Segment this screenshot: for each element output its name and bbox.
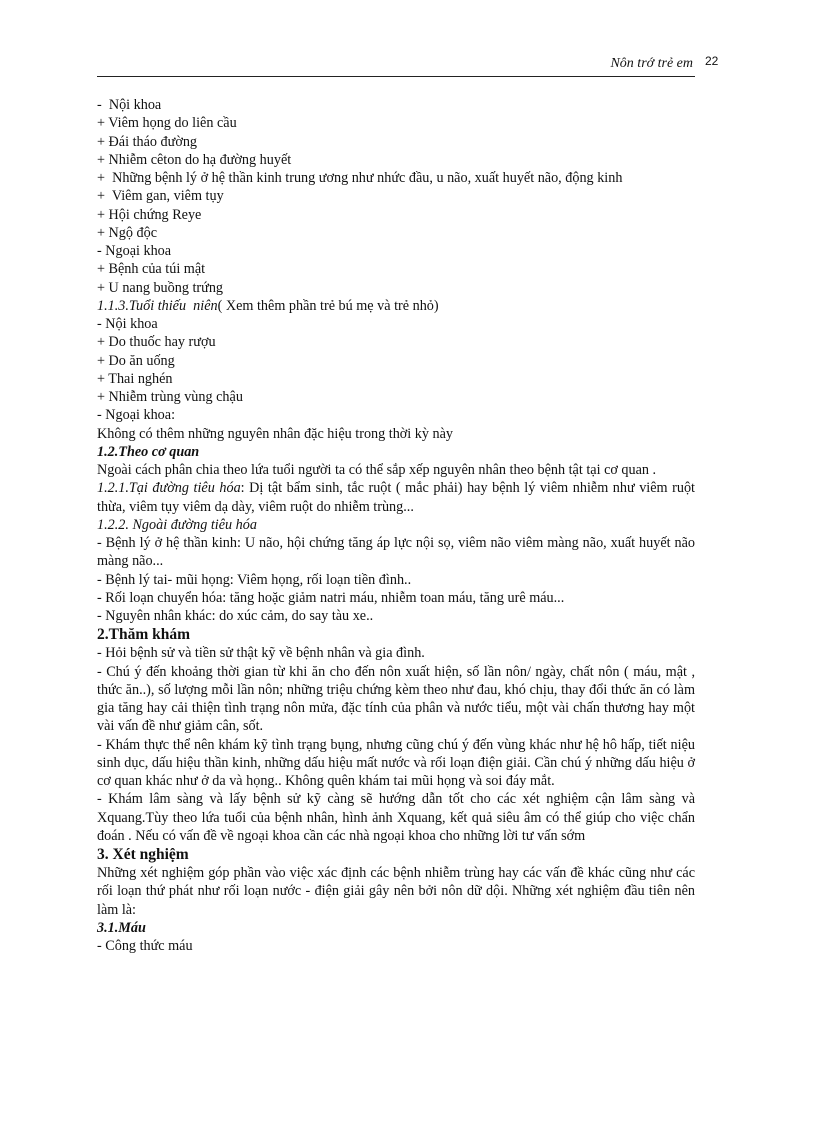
list-item: + Nhiễm cêton do hạ đường huyết — [97, 151, 292, 168]
paragraph-121 — [97, 479, 695, 516]
paragraph: Ngoài cách phân chia theo lứa tuổi người ta có thể sắp xếp nguyên nhân theo bệnh tật tại cơ quan . — [97, 462, 657, 478]
header-title: Nôn trớ trẻ em — [610, 56, 693, 71]
subsection-heading-122: 1.2.2. Ngoài đường tiêu hóa — [97, 516, 257, 533]
paragraph: - Hỏi bệnh sử và tiền sử thật kỹ về bệnh nhân và gia đình. — [97, 645, 425, 662]
page-header — [97, 54, 695, 77]
paragraph: - Chú ý đến khoảng thời gian từ khi ăn cho đến nôn xuất hiện, số lần nôn/ ngày, chất nôn ( máu, mật , thức ăn..), số lượng mỗi lần nôn; những triệu chứng kèm theo như đau, khó chịu, thay đổi thức ăn có làm gia tăng hay cải thiện tình trạng nôn mửa, đặc tính của phân và nước tiểu, một vài chấn thương hay một vài vấn đề như giảm cân, sốt. — [97, 663, 695, 735]
list-item: + Viêm gan, viêm tụy — [97, 188, 224, 205]
list-item: - Nội khoa — [97, 97, 162, 113]
list-item: + Những bệnh lý ở hệ thần kinh trung ương như nhức đầu, u não, xuất huyết não, động kinh — [97, 170, 623, 186]
list-item: + Đái tháo đường — [97, 133, 198, 150]
subsection-title: 1.2.1.Tại đường tiêu hóa — [97, 480, 241, 497]
paragraph: - Khám thực thể nên khám kỹ tình trạng bụng, nhưng cũng chú ý đến vùng khác như hệ hô hấp, tiết niệu sinh dục, dấu hiệu thần kinh, những dấu hiệu mất nước và rối loạn điện giải. Cần chú ý những dấu hiệu ở cơ quan khác như ở da và họng.. Không quên khám tai mũi họng và soi đáy mắt. — [97, 736, 695, 789]
page-number: 22 — [705, 54, 719, 68]
list-item: - Nội khoa — [97, 316, 158, 332]
paragraph: Không có thêm những nguyên nhân đặc hiệu trong thời kỳ này — [97, 425, 454, 442]
section-heading-12: 1.2.Theo cơ quan — [97, 443, 200, 460]
list-item: - Ngoại khoa: — [97, 407, 176, 424]
subsection-note: ( Xem thêm phần trẻ bú mẹ và trẻ nhỏ) — [217, 297, 439, 314]
section-heading-31: 3.1.Máu — [97, 919, 146, 936]
list-item: + Do ăn uống — [97, 352, 175, 369]
list-item: + Do thuốc hay rượu — [97, 334, 216, 351]
list-item: - Rối loạn chuyển hóa: tăng hoặc giảm natri máu, nhiễm toan máu, tăng urê máu... — [97, 589, 565, 606]
list-item: - Công thức máu — [97, 938, 193, 954]
paragraph: Những xét nghiệm góp phần vào việc xác định các bệnh nhiễm trùng hay các vấn đề khác cũng như các rối loạn thứ phát như rối loạn nước - điện giải gây nên bởi nôn dữ dội. Những xét nghiệm đầu tiên nên làm là: — [97, 865, 695, 918]
list-item: + Nhiễm trùng vùng chậu — [97, 389, 243, 405]
subsection-text: : Dị tật bẩm sinh, tắc ruột ( mắc phải) hay bệnh lý viêm nhiễm như viêm ruột thừa, viêm tụy viêm dạ dày, viêm ruột do nhiễm trùng... — [97, 480, 695, 515]
list-item: + U nang buồng trứng — [97, 279, 224, 296]
list-item: - Bệnh lý tai- mũi họng: Viêm họng, rối loạn tiền đình.. — [97, 571, 412, 588]
paragraph: - Bệnh lý ở hệ thần kinh: U não, hội chứng tăng áp lực nội sọ, viêm não viêm màng não, xuất huyết não màng não... — [97, 535, 695, 570]
paragraph: - Khám lâm sàng và lấy bệnh sử kỹ càng sẽ hướng dẫn tốt cho các xét nghiệm cận lâm sàng và Xquang.Tùy theo lứa tuổi của bệnh nhân, hình ảnh Xquang, kết quả siêu âm có thể giúp cho việc chẩn đoán . Nếu có vấn đề về ngoại khoa cần các nhà ngoại khoa cho những lời tư vấn sớm — [97, 791, 695, 844]
list-item: + Viêm họng do liên cầu — [97, 115, 237, 132]
list-item: - Ngoại khoa — [97, 243, 172, 259]
subsection-heading-113 — [97, 297, 695, 315]
list-item: + Thai nghén — [97, 370, 173, 387]
section-heading-2: 2.Thăm khám — [97, 626, 191, 644]
list-item: + Hội chứng Reye — [97, 206, 202, 223]
document-body — [97, 96, 695, 955]
list-item: + Ngộ độc — [97, 224, 158, 241]
subsection-title: 1.1.3.Tuổi thiếu niên — [97, 297, 218, 314]
section-heading-3: 3. Xét nghiệm — [97, 846, 189, 863]
list-item: - Nguyên nhân khác: do xúc cảm, do say tàu xe.. — [97, 608, 374, 624]
list-item: + Bệnh của túi mật — [97, 261, 206, 278]
